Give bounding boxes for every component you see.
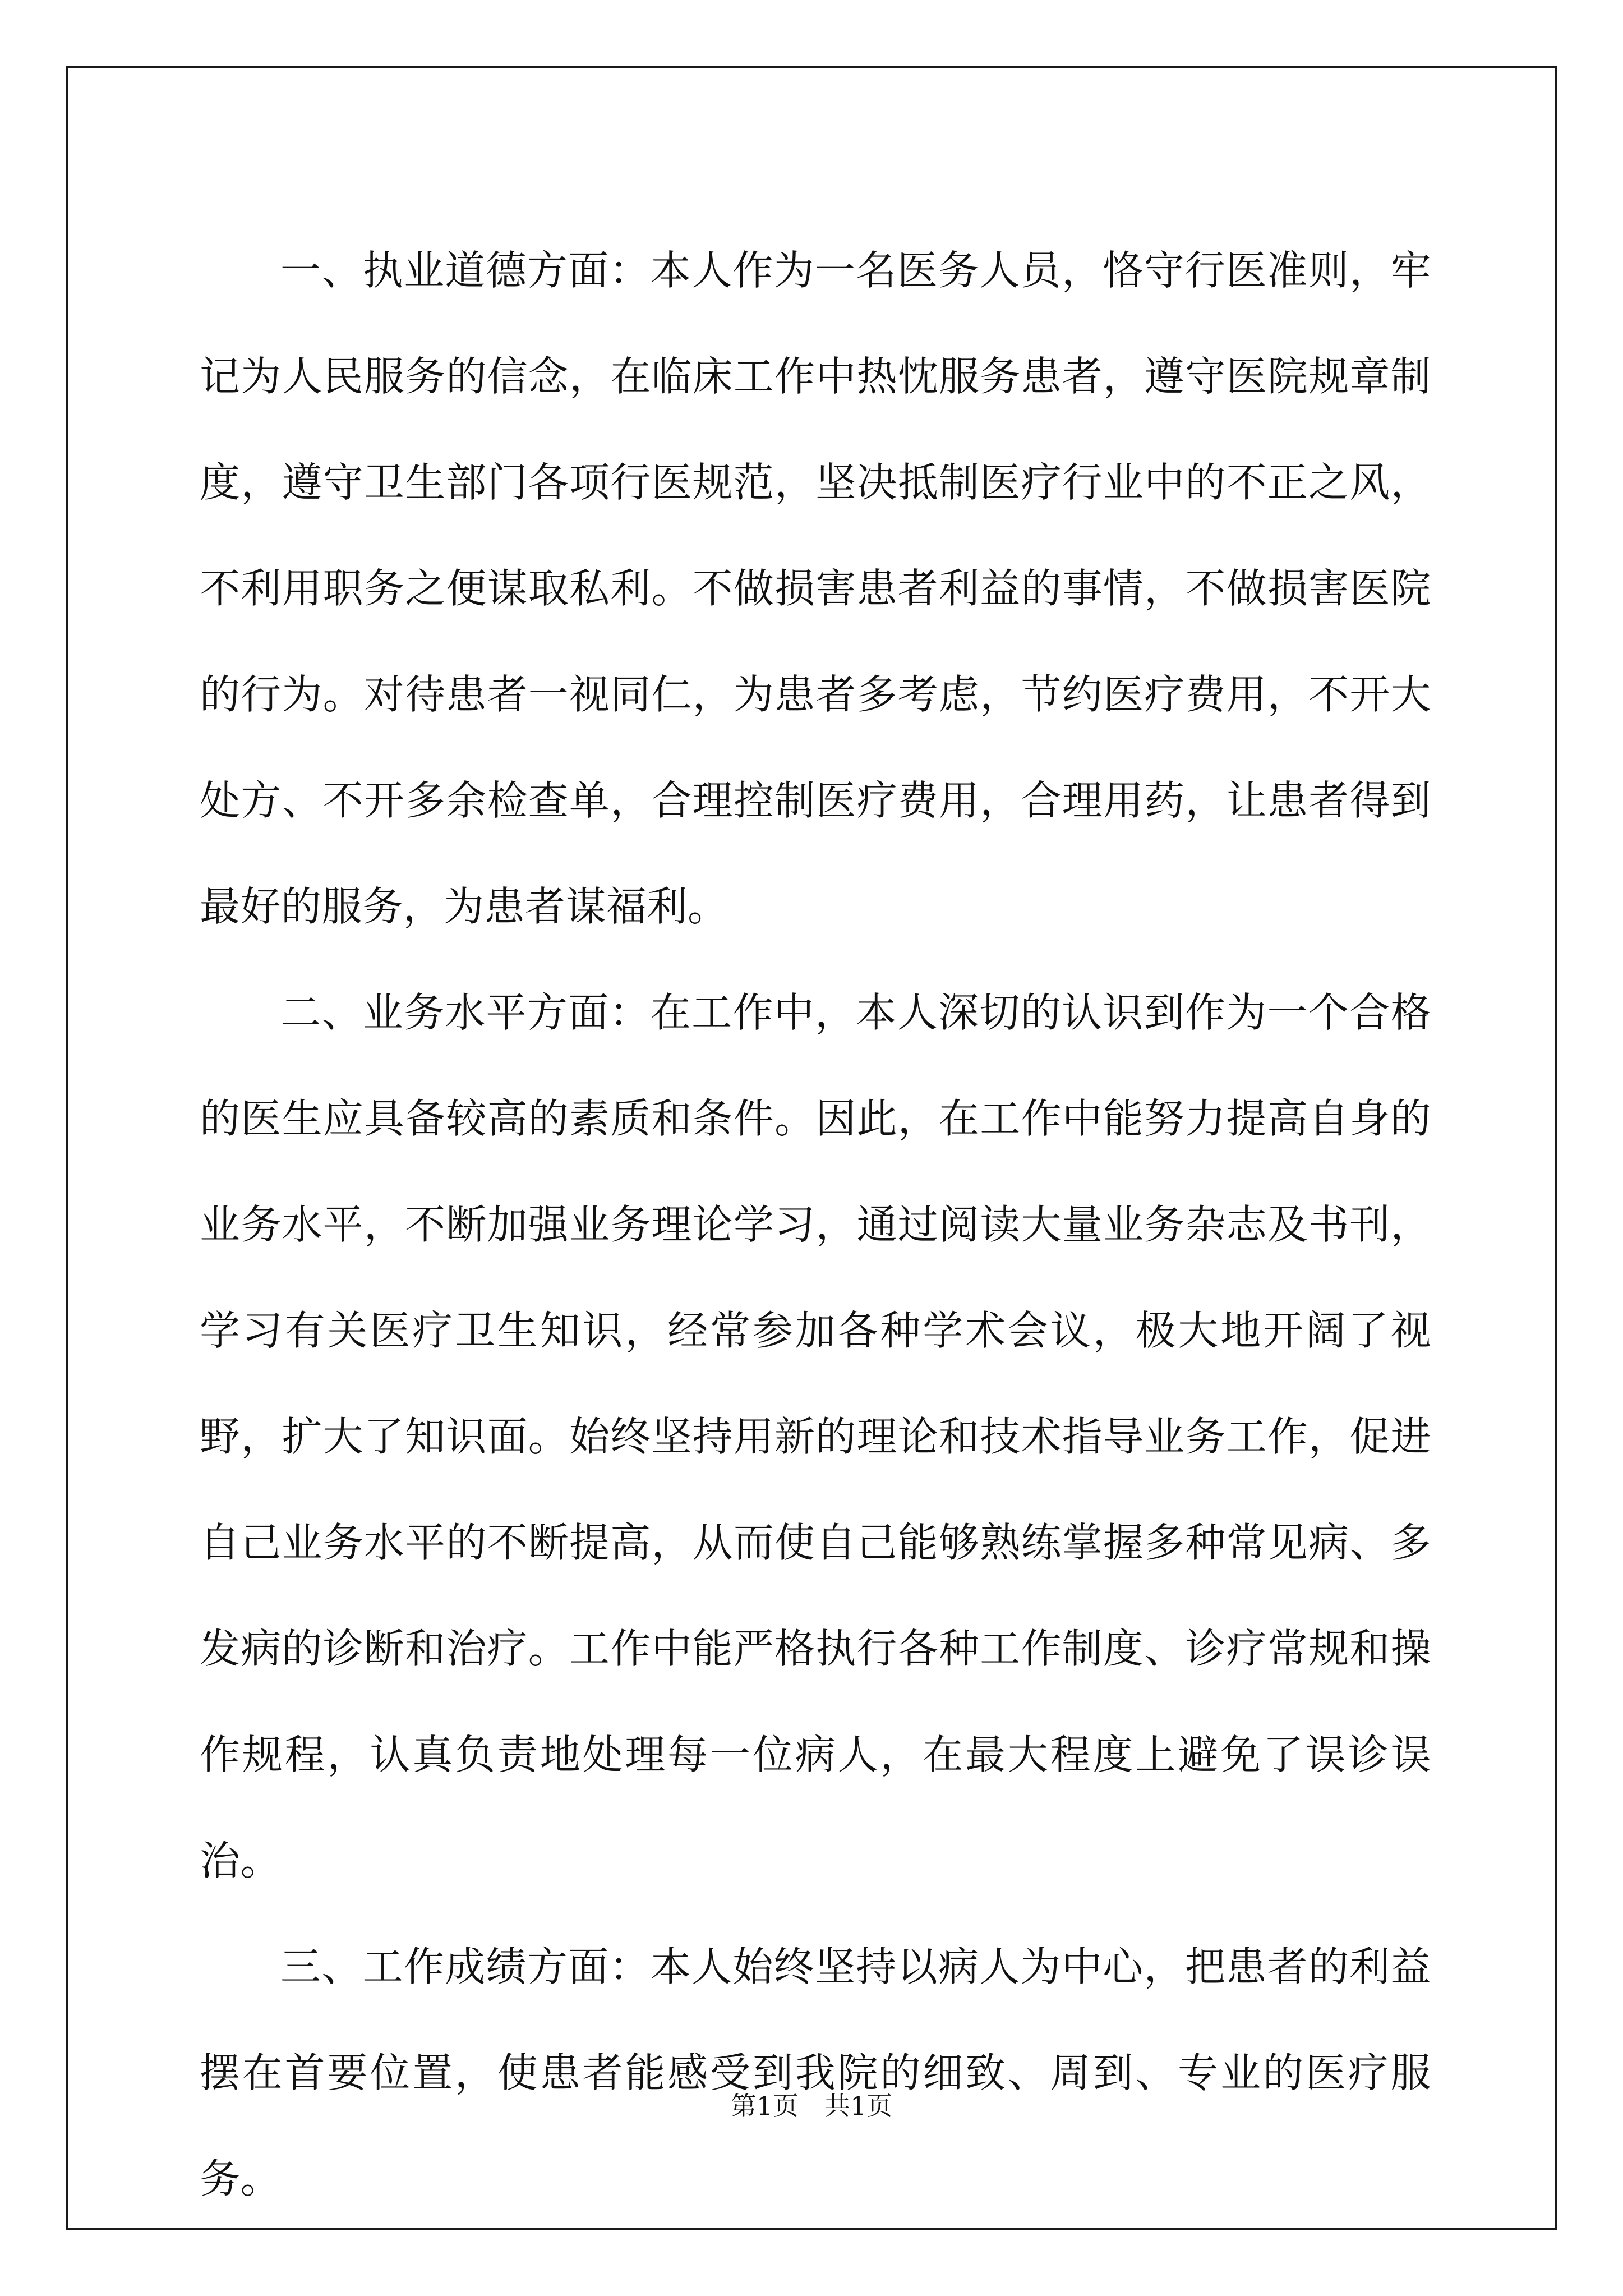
paragraph-work-achievements: 三、工作成绩方面：本人始终坚持以病人为中心，把患者的利益摆在首要位置，使患者能感受到我院的细致、周到、专业的医疗服务。 bbox=[200, 1943, 1431, 2202]
page-number-footer: 第1页 共1页 bbox=[730, 2091, 893, 2121]
document-body bbox=[200, 218, 1431, 2232]
paragraph-professional-skills: 二、业务水平方面：在工作中，本人深切的认识到作为一个合格的医生应具备较高的素质和条件。因此，在工作中能努力提高自身的业务水平，不断加强业务理论学习，通过阅读大量业务杂志及书刊，学习有关医疗卫生知识，经常参加各种学术会议，极大地开阔了视野，扩大了知识面。始终坚持用新的理论和技术指导业务工作，促进自己业务水平的不断提高，从而使自己能够熟练掌握多种常见病、多发病的诊断和治疗。工作中能严格执行各种工作制度、诊疗常规和操作规程，认真负责地处理每一位病人，在最大程度上避免了误诊误治。 bbox=[200, 989, 1431, 1884]
paragraph-professional-ethics: 一、执业道德方面：本人作为一名医务人员，恪守行医准则，牢记为人民服务的信念，在临床工作中热忱服务患者，遵守医院规章制度，遵守卫生部门各项行医规范，坚决抵制医疗行业中的不正之风，不利用职务之便谋取私利。不做损害患者利益的事情，不做损害医院的行为。对待患者一视同仁，为患者多考虑，节约医疗费用，不开大处方、不开多余检查单，合理控制医疗费用，合理用药，让患者得到最好的服务，为患者谋福利。 bbox=[200, 247, 1431, 930]
